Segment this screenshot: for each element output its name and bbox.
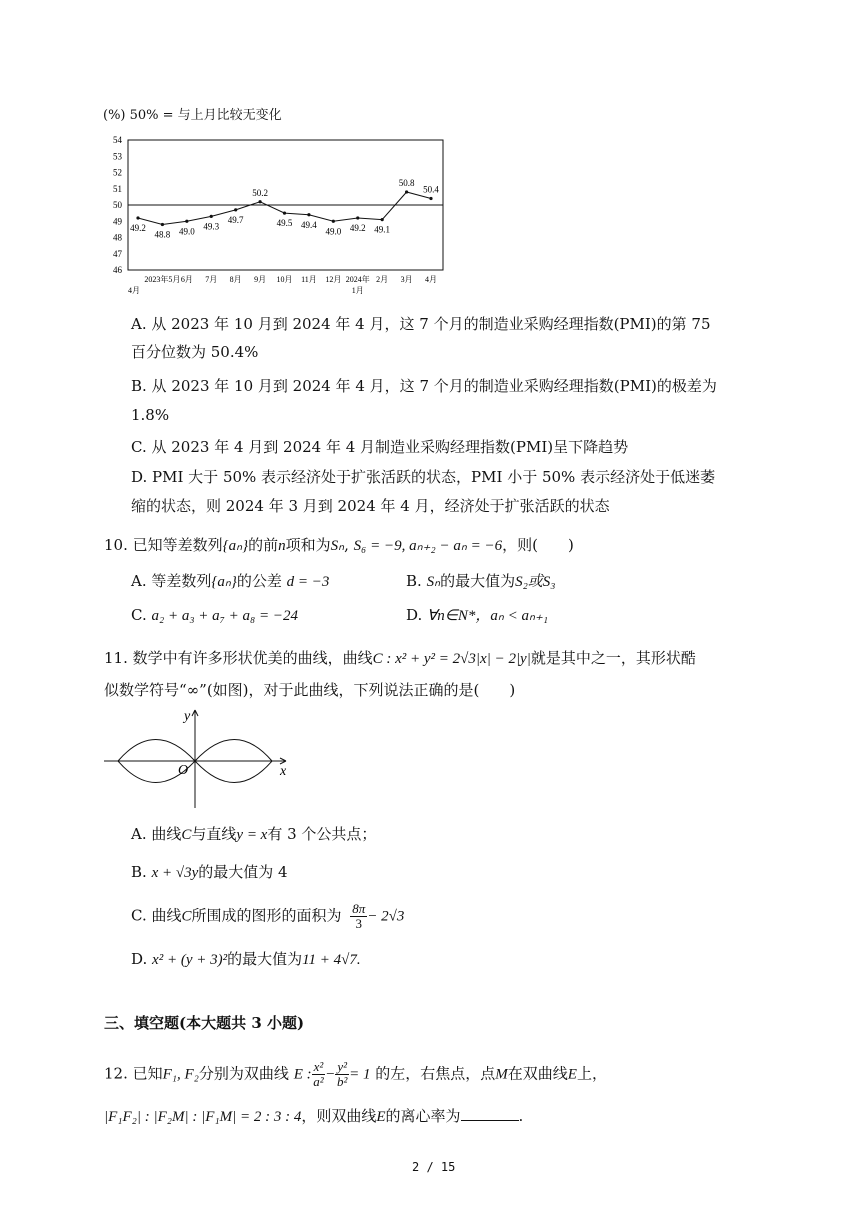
q11-stem-line2: 似数学符号“∞”(如图)，对于此曲线，下列说法正确的是( ) [104,681,516,699]
x-tick-label: 12月 [325,275,342,284]
y-tick-label: 46 [113,265,122,275]
y-tick-label: 47 [113,248,122,259]
x-tick-label: 3月 [400,275,413,284]
x-tick-label: 10月 [276,275,293,284]
data-point [234,208,237,211]
x-axis-label: x [280,764,287,779]
data-point [307,213,310,216]
lemniscate-figure [100,704,300,812]
data-label: 49.7 [227,214,244,225]
x-tick-label: 2月 [376,275,389,284]
x-tick-sublabel: 1月 [351,286,364,295]
y-tick-label: 53 [113,151,122,162]
q10-option-b: B. Sₙ的最大值为S₂或S₃ [406,572,556,590]
q12-stem-line2: |F₁F₂| : |F₂M| : |F₁M| = 2 : 3 : 4，则双曲线E的离心率为 . [104,1107,524,1125]
data-point [161,223,164,226]
data-point [405,190,408,193]
q10-option-c: C. a₂ + a₃ + a₇ + a₈ = −24 [131,606,298,624]
data-point [429,197,432,200]
data-label: 50.2 [252,187,268,198]
data-point [381,218,384,221]
section-3-heading: 三、填空题(本大题共 3 小题) [104,1014,305,1032]
x-tick-label: 2024年 [345,275,370,284]
data-label: 50.8 [398,178,415,188]
y-axis-label: y [184,709,191,724]
y-tick-label: 54 [113,135,122,145]
data-point [283,212,286,215]
q10-stem: 10. 已知等差数列{aₙ}的前n项和为Sₙ, S₆ = −9, aₙ₊₂ − aₙ = −6，则( ) [104,536,574,554]
data-label: 49.5 [276,218,293,229]
q9-option-a-line2: 百分位数为 50.4% [131,343,259,361]
data-label: 50.4 [423,184,439,195]
data-label: 49.1 [374,224,391,235]
x-tick-label: 4月 [425,275,437,284]
chart-caption: (%) 50% = 与上月比较无变化 [103,108,282,123]
x-tick-label: 9月 [254,275,267,284]
q9-option-d-line1: D. PMI 大于 50% 表示经济处于扩张活跃的状态，PMI 小于 50% 表示经济处于低迷萎 [131,468,716,486]
data-point [185,220,188,223]
pmi-line-chart [100,132,450,302]
data-point [332,220,335,223]
data-labels [130,178,439,240]
y-tick-label: 51 [113,183,122,194]
q9-option-d-line2: 缩的状态，则 2024 年 3 月到 2024 年 4 月，经济处于扩张活跃的状态 [131,497,610,515]
data-label: 49.2 [130,223,146,233]
q9-option-c: C. 从 2023 年 4 月到 2024 年 4 月制造业采购经理指数(PMI)呈下降趋势 [131,438,629,456]
data-label: 49.4 [301,219,317,230]
q11-option-c: C. 曲线C所围成的图形的面积为 $\frac{8\pi}{3}$ − 2√3 [131,901,405,931]
q12-stem-line1: 12. 已知F₁, F₂分别为双曲线 E : $\frac{\text{x²}}{\text{a²}}$ − $\frac{\text{y²}}{\text{b²}}$ = 1 的左，右焦点，点M在双曲线E上， [104,1059,607,1089]
q11-stem-line1: 11. 数学中有许多形状优美的曲线，曲线C : x² + y² = 2√3|x| − 2|y|就是其中之一，其形状酷 [104,649,696,667]
data-label: 49.0 [178,226,195,237]
data-point [258,200,261,203]
data-point [210,215,213,218]
y-axis-ticks [113,135,123,275]
answer-blank[interactable] [461,1106,519,1121]
q9-option-b-line1: B. 从 2023 年 10 月到 2024 年 4 月，这 7 个月的制造业采购经理指数(PMI)的极差为 [131,377,717,395]
q10-option-d: D. ∀n∈N*，aₙ < aₙ₊₁ [406,606,549,624]
origin-label: O [178,763,189,778]
q11-option-a: A. 曲线C与直线y = x有 3 个公共点； [131,825,377,843]
data-point [136,216,139,219]
x-tick-label: 6月 [180,275,193,284]
y-tick-label: 48 [113,232,122,243]
x-tick-label: 8月 [229,275,242,284]
y-tick-label: 52 [113,167,122,178]
data-point [356,216,359,219]
q11-option-d: D. x² + (y + 3)²的最大值为11 + 4√7. [131,950,361,968]
data-label: 49.2 [349,223,366,233]
q9-option-a-line1: A. 从 2023 年 10 月到 2024 年 4 月，这 7 个月的制造业采购经理指数(PMI)的第 75 [131,315,711,333]
x-tick-label: 7月 [205,275,218,284]
data-label: 49.3 [203,221,220,232]
q11-option-b: B. x + √3y的最大值为 4 [131,863,288,881]
data-label: 48.8 [154,229,171,240]
data-label: 49.0 [325,226,342,237]
x-axis-ticks [128,274,437,295]
y-tick-label: 49 [113,216,122,227]
x-tick-label: 11月 [301,275,317,284]
q9-option-b-line2: 1.8% [131,406,170,424]
y-tick-label: 50 [113,200,122,210]
x-tick-sublabel: 4月 [128,286,140,295]
page-number: 2 / 15 [412,1160,456,1174]
q10-option-a: A. 等差数列{aₙ}的公差 d = −3 [131,572,330,590]
x-tick-label: 2023年5月 [144,275,181,284]
